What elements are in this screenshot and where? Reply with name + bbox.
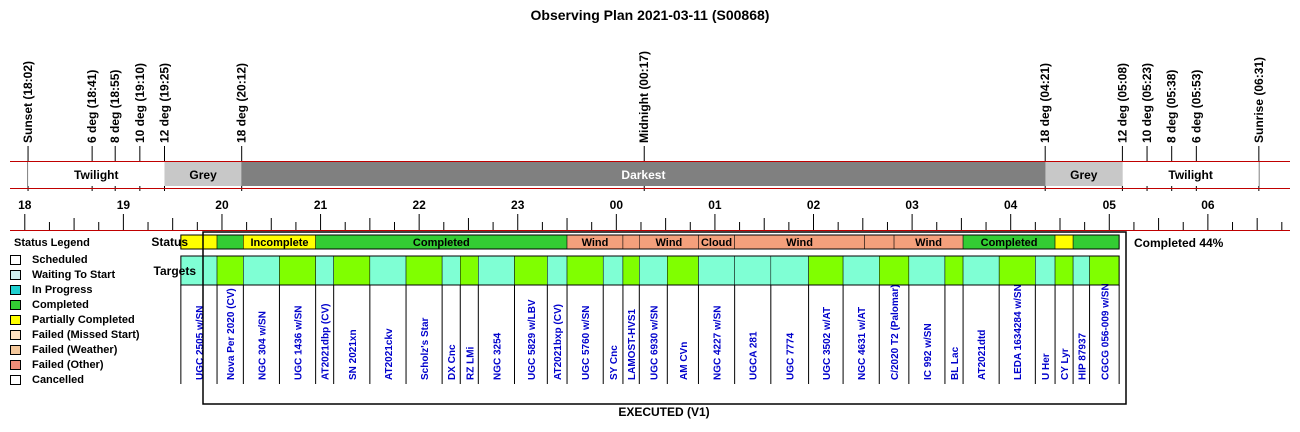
legend-swatch [10, 315, 21, 325]
legend-swatch [10, 285, 21, 295]
event-label: Midnight (00:17) [637, 51, 652, 143]
phase-label: Twilight [1168, 168, 1213, 182]
hour-tick-label: 21 [313, 198, 328, 212]
targets-row-label: Targets [153, 264, 196, 278]
phase-label: Darkest [621, 168, 666, 182]
target-name: AT2021bxp (CV) [553, 304, 565, 380]
status-block [1055, 235, 1073, 249]
target-block[interactable] [1073, 256, 1089, 285]
target-name: NGC 4631 w/AT [857, 306, 869, 380]
legend-swatch [10, 270, 21, 280]
target-name: AT2021dtd [977, 329, 989, 380]
status-row-label: Status [151, 235, 188, 249]
target-block[interactable] [279, 256, 315, 285]
status-block-label: Completed [412, 237, 470, 249]
target-block[interactable] [667, 256, 698, 285]
legend-item [10, 372, 190, 387]
event-label: 12 deg (05:08) [1115, 62, 1130, 143]
target-name: C/2020 T2 (Palomar) [890, 284, 902, 380]
event-label: Sunset (18:02) [21, 60, 36, 143]
target-block[interactable] [217, 256, 243, 285]
target-name: UGCA 281 [748, 331, 760, 380]
target-name: CGCG 056-009 w/SN [1100, 283, 1112, 380]
event-label: 6 deg (18:41) [85, 69, 100, 143]
legend-label: Partially Completed [32, 313, 135, 326]
status-block-label: Incomplete [250, 237, 309, 249]
legend-label: Cancelled [32, 373, 84, 386]
status-block-label: Wind [655, 237, 683, 249]
legend-item [10, 282, 190, 297]
target-block[interactable] [771, 256, 809, 285]
target-block[interactable] [442, 256, 460, 285]
hour-tick-label: 06 [1201, 198, 1215, 212]
legend-label: In Progress [32, 283, 93, 296]
target-name: LEDA 1634284 w/SN [1013, 284, 1025, 380]
phase-label: Twilight [74, 168, 119, 182]
target-block[interactable] [406, 256, 442, 285]
target-name: HIP 87937 [1077, 332, 1089, 380]
legend-title: Status Legend [14, 237, 90, 249]
target-block[interactable] [909, 256, 945, 285]
status-block-label: Completed [980, 237, 1038, 249]
event-label: 6 deg (05:53) [1189, 69, 1204, 143]
target-block[interactable] [603, 256, 623, 285]
target-name: AT2021ckv [383, 328, 395, 380]
status-block [217, 235, 243, 249]
legend-item [10, 342, 190, 357]
completion-text: Completed 44% [1134, 236, 1224, 250]
target-name: UGC 5760 w/SN [581, 305, 593, 380]
target-block[interactable] [623, 256, 639, 285]
target-name: UGC 7774 [785, 332, 797, 380]
target-block[interactable] [478, 256, 514, 285]
target-block[interactable] [843, 256, 879, 285]
target-name: LAMOST-HVS1 [627, 308, 639, 380]
legend-swatch [10, 345, 21, 355]
legend-item [10, 267, 190, 282]
event-label: 8 deg (18:55) [108, 69, 123, 143]
chart-title: Observing Plan 2021-03-11 (S00868) [530, 7, 770, 23]
target-block[interactable] [1090, 256, 1120, 285]
legend-swatch [10, 360, 21, 370]
target-block[interactable] [1055, 256, 1073, 285]
legend-swatch [10, 300, 21, 310]
event-label: 10 deg (05:23) [1140, 62, 1155, 143]
target-name: AM CVn [678, 341, 690, 380]
target-block[interactable] [334, 256, 370, 285]
hour-tick-label: 23 [511, 198, 525, 212]
hour-tick-label: 02 [806, 198, 821, 212]
legend-item [10, 312, 190, 327]
target-name: NGC 3254 [492, 332, 504, 380]
legend-item [10, 357, 190, 372]
event-label: 8 deg (05:38) [1164, 69, 1179, 143]
status-block-label: Cloud [700, 237, 733, 249]
footer-label: EXECUTED (V1) [618, 405, 710, 419]
target-name: BL Lac [950, 346, 962, 380]
legend-item [10, 252, 190, 267]
target-name: IC 992 w/SN [922, 323, 934, 380]
target-name: UGC 1436 w/SN [293, 305, 305, 380]
legend-label: Failed (Missed Start) [32, 328, 140, 341]
target-block[interactable] [547, 256, 567, 285]
target-block[interactable] [370, 256, 406, 285]
hour-tick-label: 19 [116, 198, 131, 212]
hour-tick-label: 20 [215, 198, 229, 212]
legend-label: Completed [32, 298, 89, 311]
status-block [623, 235, 639, 249]
status-block [864, 235, 894, 249]
legend-label: Failed (Other) [32, 358, 104, 371]
hour-tick-label: 00 [609, 198, 624, 212]
legend-label: Failed (Weather) [32, 343, 118, 356]
event-label: 18 deg (20:12) [234, 62, 249, 143]
target-name: NGC 304 w/SN [257, 311, 269, 380]
hour-tick-label: 04 [1004, 198, 1018, 212]
target-name: UGC 5829 w/LBV [526, 299, 538, 380]
target-name: Nova Per 2020 (CV) [226, 288, 238, 380]
target-name: UGC 2505 w/SN [194, 305, 206, 380]
status-block-label: Wind [915, 237, 942, 249]
target-block[interactable] [999, 256, 1035, 285]
legend-swatch [10, 375, 21, 385]
target-block[interactable] [639, 256, 667, 285]
legend-item [10, 297, 190, 312]
event-label: Sunrise (06:31) [1251, 56, 1266, 143]
target-block[interactable] [514, 256, 547, 285]
target-name: SY Cnc [609, 345, 621, 380]
status-legend [10, 237, 190, 387]
target-block[interactable] [316, 256, 334, 285]
target-name: AT2021dbp (CV) [320, 303, 332, 380]
target-block[interactable] [945, 256, 963, 285]
target-name: RZ LMi [465, 346, 477, 380]
target-block[interactable] [735, 256, 771, 285]
legend-swatch [10, 330, 21, 340]
phase-label: Grey [1070, 168, 1098, 182]
hour-tick-label: 05 [1102, 198, 1116, 212]
legend-item [10, 327, 190, 342]
target-block[interactable] [698, 256, 734, 285]
legend-label: Waiting To Start [32, 268, 116, 281]
target-block[interactable] [567, 256, 603, 285]
hour-tick-label: 22 [412, 198, 426, 212]
target-block[interactable] [460, 256, 478, 285]
status-block-label: Wind [786, 237, 813, 249]
target-block[interactable] [809, 256, 844, 285]
target-name: Scholz's Star [420, 317, 432, 380]
target-name: UGC 6930 w/SN [649, 305, 661, 380]
target-name: CY Lyr [1060, 348, 1072, 380]
target-name: NGC 4227 w/SN [712, 305, 724, 380]
target-name: SN 2021xn [347, 329, 359, 380]
status-block [1073, 235, 1119, 249]
target-block[interactable] [879, 256, 909, 285]
hour-tick-label: 01 [708, 198, 722, 212]
target-block[interactable] [1035, 256, 1055, 285]
target-name: DX Cnc [447, 344, 459, 380]
event-label: 18 deg (04:21) [1038, 62, 1053, 143]
target-name: U Her [1041, 353, 1053, 380]
phase-label: Grey [189, 168, 217, 182]
event-label: 10 deg (19:10) [132, 62, 147, 143]
legend-label: Scheduled [32, 253, 88, 266]
hour-tick-label: 18 [18, 198, 32, 212]
hour-tick-label: 03 [905, 198, 919, 212]
event-label: 12 deg (19:25) [157, 62, 172, 143]
target-block[interactable] [243, 256, 279, 285]
legend-swatch [10, 255, 21, 265]
target-name: UGC 3502 w/AT [821, 306, 833, 380]
status-block-label: Wind [581, 237, 609, 249]
target-block[interactable] [963, 256, 999, 285]
